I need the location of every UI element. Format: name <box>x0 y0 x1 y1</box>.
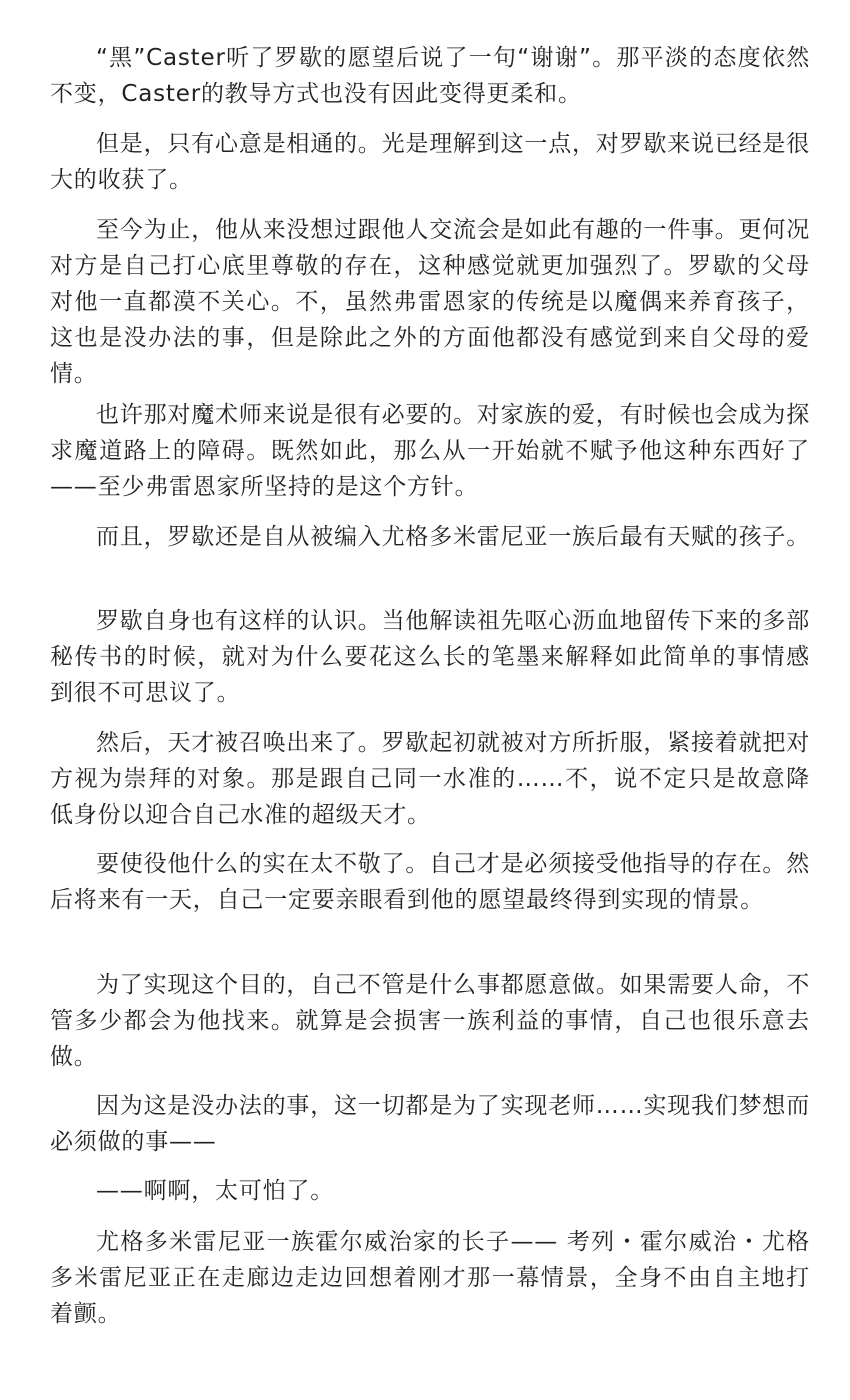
paragraph-7: 然后，天才被召唤出来了。罗歇起初就被对方所折服，紧接着就把对方视为崇拜的对象。那是跟自己同一水准的……不，说不定只是故意降低身份以迎合自己水准的超级天才。 <box>50 730 810 828</box>
paragraph-4: 也许那对魔术师来说是很有必要的。对家族的爱，有时候也会成为探求魔道路上的障碍。既然如此，那么从一开始就不赋予他这种东西好了——至少弗雷恩家所坚持的是这个方针。 <box>50 402 810 500</box>
paragraph-9: 为了实现这个目的，自己不管是什么事都愿意做。如果需要人命，不管多少都会为他找来。就算是会损害一族利益的事情，自己也很乐意去做。 <box>50 972 810 1070</box>
paragraph-12: 尤格多米雷尼亚一族霍尔威治家的长子—— 考列・霍尔威治・尤格多米雷尼亚正在走廊边走边回想着刚才那一幕情景，全身不由自主地打着颤。 <box>50 1229 810 1327</box>
paragraph-11: ——啊啊，太可怕了。 <box>96 1178 334 1204</box>
paragraph-6: 罗歇自身也有这样的认识。当他解读祖先呕心沥血地留传下来的多部秘传书的时候，就对为什么要花这么长的笔墨来解释如此简单的事情感到很不可思议了。 <box>50 608 810 706</box>
paragraph-5: 而且，罗歇还是自从被编入尤格多米雷尼亚一族后最有天赋的孩子。 <box>96 524 810 550</box>
paragraph-10: 因为这是没办法的事，这一切都是为了实现老师……实现我们梦想而必须做的事—— <box>50 1093 810 1155</box>
paragraph-1: “黑”Caster听了罗歇的愿望后说了一句“谢谢”。那平淡的态度依然不变，Caster的教导方式也没有因此变得更柔和。 <box>50 45 810 107</box>
paragraph-2: 但是，只有心意是相通的。光是理解到这一点，对罗歇来说已经是很大的收获了。 <box>50 131 810 193</box>
paragraph-8: 要使役他什么的实在太不敬了。自己才是必须接受他指导的存在。然后将来有一天，自己一定要亲眼看到他的愿望最终得到实现的情景。 <box>50 851 810 913</box>
paragraph-3: 至今为止，他从来没想过跟他人交流会是如此有趣的一件事。更何况对方是自己打心底里尊敬的存在，这种感觉就更加强烈了。罗歇的父母对他一直都漠不关心。不，虽然弗雷恩家的传统是以魔偶来养育孩子，这也是没办法的事，但是除此之外的方面他都没有感觉到来自父母的爱情。 <box>50 217 810 387</box>
